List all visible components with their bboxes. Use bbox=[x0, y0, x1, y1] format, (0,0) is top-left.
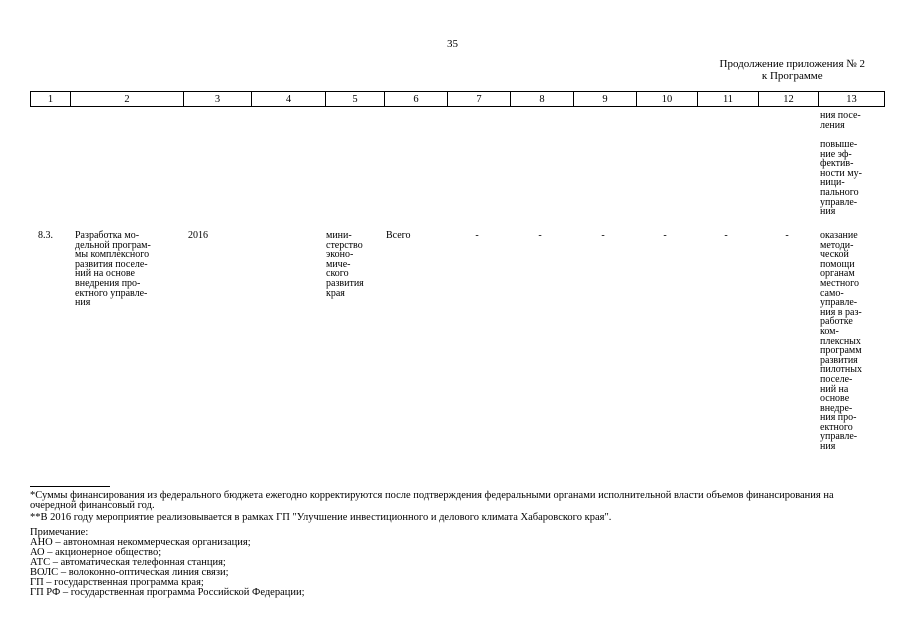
note-item: ВОЛС – волоконно-оптическая линия связи; bbox=[30, 567, 229, 578]
row-value-col8: - bbox=[538, 230, 542, 241]
row-value-col9: - bbox=[601, 230, 605, 241]
row-value-col12: - bbox=[785, 230, 789, 241]
row-number: 8.3. bbox=[38, 230, 53, 241]
col-header-1: 1 bbox=[31, 92, 71, 107]
col-header-13: 13 bbox=[819, 92, 885, 107]
col-header-6: 6 bbox=[385, 92, 448, 107]
row-year: 2016 bbox=[188, 230, 208, 241]
col-header-10: 10 bbox=[637, 92, 698, 107]
footnote-separator bbox=[30, 486, 110, 487]
col-header-9: 9 bbox=[574, 92, 637, 107]
col-header-5: 5 bbox=[326, 92, 385, 107]
col-header-12: 12 bbox=[759, 92, 819, 107]
col-header-2: 2 bbox=[71, 92, 184, 107]
col-header-3: 3 bbox=[184, 92, 252, 107]
footnote-2: **В 2016 году мероприятие реализовывается в рамках ГП "Улучшение инвестиционного и делового климата Хабаровского края". bbox=[30, 512, 612, 523]
note-item: ГП – государственная программа края; bbox=[30, 577, 204, 588]
header-row bbox=[31, 92, 885, 107]
row-value-col10: - bbox=[663, 230, 667, 241]
col-header-8: 8 bbox=[511, 92, 574, 107]
col-header-7: 7 bbox=[448, 92, 511, 107]
note-item: АНО – автономная некоммерческая организация; bbox=[30, 537, 251, 548]
continuation-line-2: к Программе bbox=[761, 70, 823, 82]
page-number: 35 bbox=[447, 38, 458, 50]
note-item: АО – акционерное общество; bbox=[30, 547, 162, 558]
row-value-col11: - bbox=[724, 230, 728, 241]
row-activity-name: Разработка мо- дельной програм- мы комплексного развития поселе- ний на основе внедрения про- ектного управле- ния bbox=[75, 230, 151, 309]
row-funding-source: Всего bbox=[386, 230, 411, 241]
col-header-11: 11 bbox=[698, 92, 759, 107]
row-executor: мини- стерство эконо- миче- ского развития края bbox=[326, 230, 364, 299]
row-expected-result: оказание методи- ческой помощи органам местного само- управле- ния в раз- работке ком- плексных программ развития пилотных поселе- ний на основе внедре- ния про- ектного управле- ния bbox=[820, 230, 863, 453]
continuation-caption bbox=[720, 58, 865, 82]
note-item: АТС – автоматическая телефонная станция; bbox=[30, 557, 226, 568]
prev-row-result-tail: ния посе- ления bbox=[820, 110, 861, 131]
footnote-1: *Суммы финансирования из федерального бюджета ежегодно корректируются после подтверждения федеральными органами исполнительной власти объемов финансирования на очередной финансовый год. bbox=[30, 490, 834, 511]
notes-title: Примечание: bbox=[30, 527, 89, 538]
row-value-col7: - bbox=[475, 230, 479, 241]
notes-block bbox=[30, 528, 305, 598]
column-header-table bbox=[30, 91, 885, 107]
col-header-4: 4 bbox=[252, 92, 326, 107]
continuation-line-1: Продолжение приложения № 2 bbox=[719, 58, 865, 70]
prev-row-result-efficiency: повыше- ние эф- фектив- ности му- ници- пального управле- ния bbox=[820, 139, 862, 218]
note-item: ГП РФ – государственная программа Российской Федерации; bbox=[30, 587, 305, 598]
